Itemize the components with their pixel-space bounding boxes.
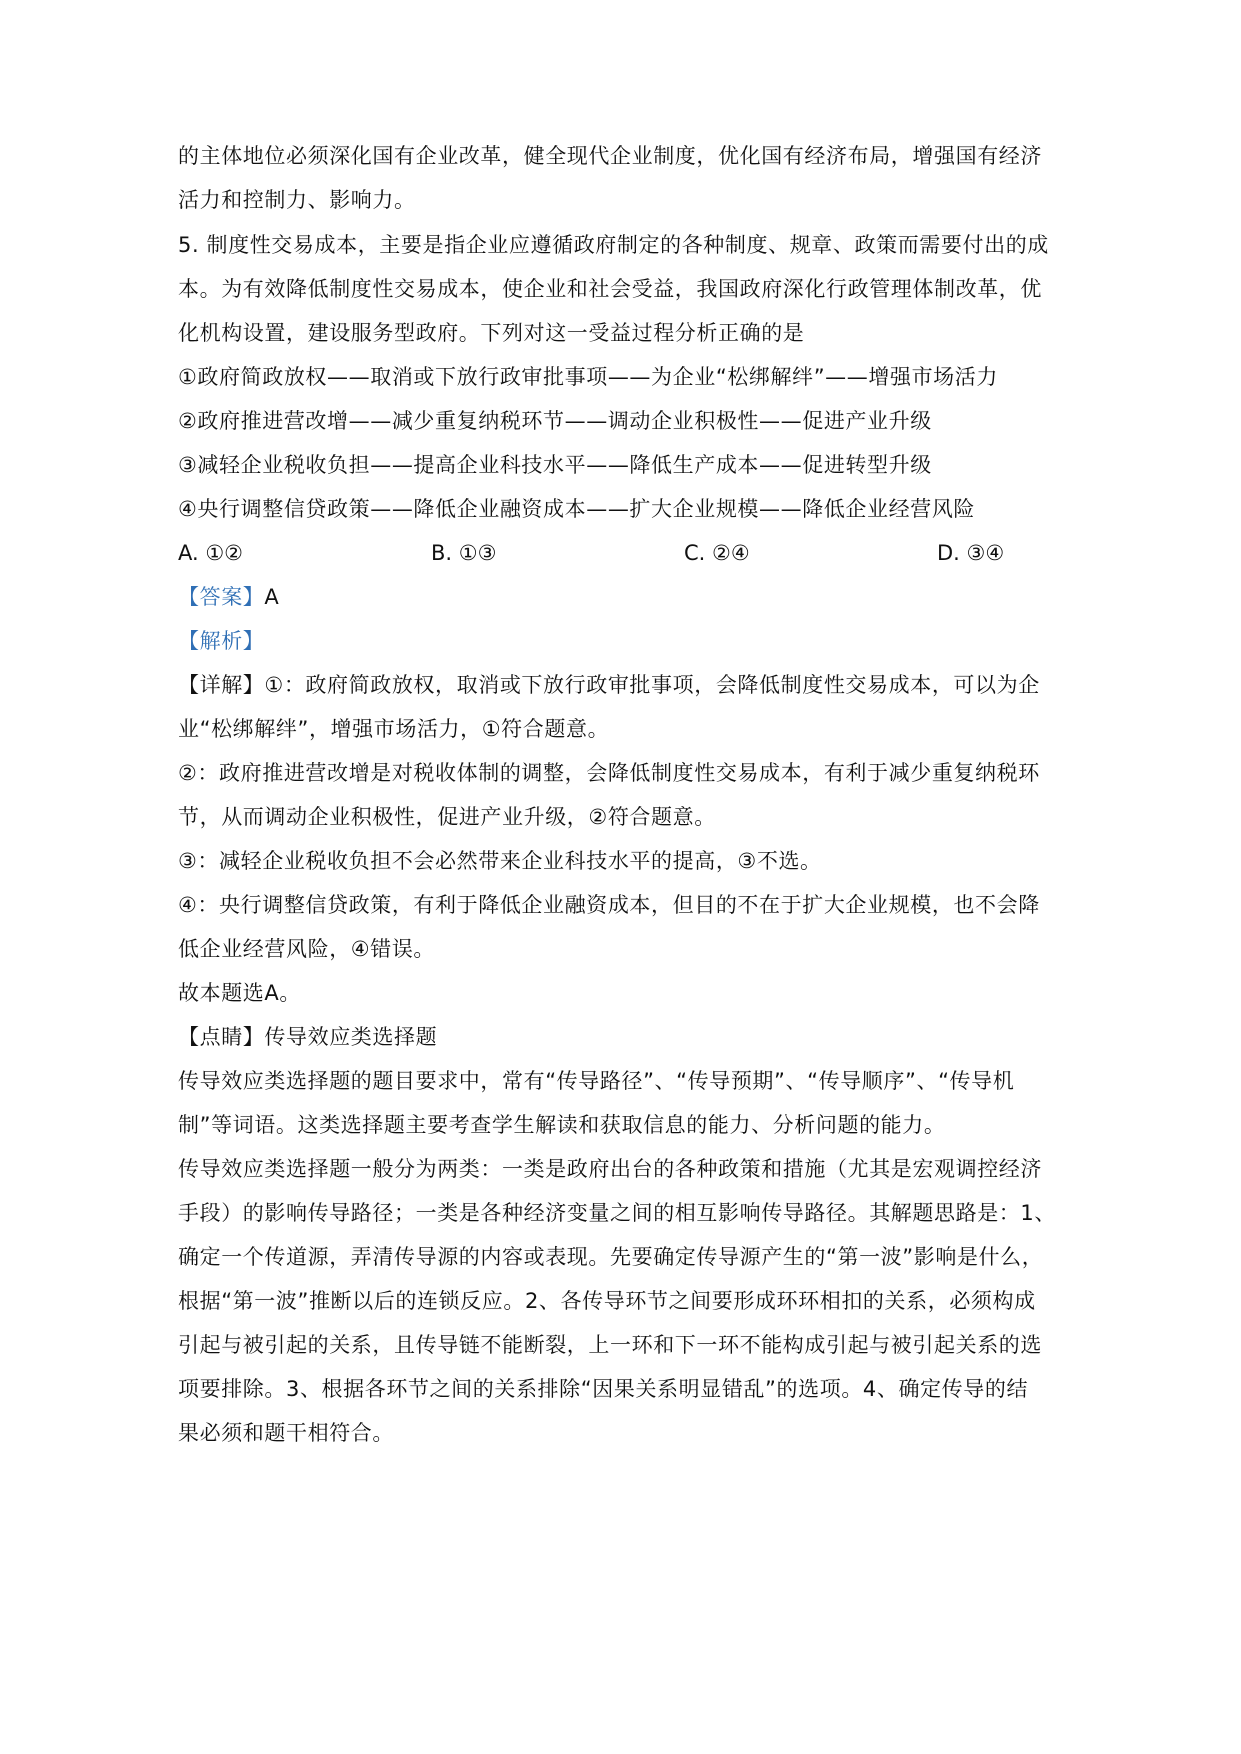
answer-line [178, 583, 1078, 611]
tip-line: 传导效应类选择题一般分为两类：一类是政府出台的各种政策和措施（尤其是宏观调控经济 [178, 1157, 1042, 1181]
detail-line: ④：央行调整信贷政策，有利于降低企业融资成本，但目的不在于扩大企业规模，也不会降 [178, 893, 1040, 917]
detail-line: ③：减轻企业税收负担不会必然带来企业科技水平的提高，③不选。 [178, 849, 822, 873]
tip-line: 手段）的影响传导路径；一类是各种经济变量之间的相互影响传导路径。其解题思路是：1、 [178, 1201, 1056, 1225]
tip-tag: 【点睛】 [178, 1025, 265, 1049]
conclusion-line: 故本题选A。 [178, 981, 301, 1005]
detail-line [178, 671, 1078, 699]
analysis-line [178, 627, 1078, 655]
tip-heading [178, 1023, 1078, 1051]
tip-title: 传导效应类选择题 [264, 1025, 438, 1049]
analysis-tag: 【解析】 [178, 629, 265, 653]
detail-line: 低企业经营风险，④错误。 [178, 937, 436, 961]
choice-d: D. ③④ [937, 541, 1005, 565]
choice-a: A. ①② [178, 541, 243, 565]
tip-line: 引起与被引起的关系，且传导链不能断裂，上一环和下一环不能构成引起与被引起关系的选 [178, 1333, 1042, 1357]
paragraph-line: 的主体地位必须深化国有企业改革，健全现代企业制度，优化国有经济布局，增强国有经济 [178, 144, 1042, 168]
answer-choices [178, 539, 1078, 567]
choice-b: B. ①③ [431, 541, 497, 565]
tip-line: 果必须和题干相符合。 [178, 1421, 394, 1445]
tip-line: 根据“第一波”推断以后的连锁反应。2、各传导环节之间要形成环环相扣的关系，必须构成 [178, 1289, 1036, 1313]
statement-1: ①政府简政放权——取消或下放行政审批事项——为企业“松绑解绊”——增强市场活力 [178, 365, 998, 389]
statement-2: ②政府推进营改增——减少重复纳税环节——调动企业积极性——促进产业升级 [178, 409, 932, 433]
paragraph-line: 活力和控制力、影响力。 [178, 188, 416, 212]
detail-text: ①：政府简政放权，取消或下放行政审批事项，会降低制度性交易成本，可以为企 [264, 673, 1040, 697]
tip-line: 传导效应类选择题的题目要求中，常有“传导路径”、“传导预期”、“传导顺序”、“传导机 [178, 1069, 1015, 1093]
tip-line: 项要排除。3、根据各环节之间的关系排除“因果关系明显错乱”的选项。4、确定传导的结 [178, 1377, 1029, 1401]
question-stem-line: 5. 制度性交易成本，主要是指企业应遵循政府制定的各种制度、规章、政策而需要付出的成 [178, 233, 1049, 257]
question-stem-line: 化机构设置，建设服务型政府。下列对这一受益过程分析正确的是 [178, 321, 805, 345]
answer-tag: 【答案】 [178, 585, 265, 609]
detail-line: ②：政府推进营改增是对税收体制的调整，会降低制度性交易成本，有利于减少重复纳税环 [178, 761, 1040, 785]
question-stem-line: 本。为有效降低制度性交易成本，使企业和社会受益，我国政府深化行政管理体制改革，优 [178, 277, 1042, 301]
detail-line: 节，从而调动企业积极性，促进产业升级，②符合题意。 [178, 805, 716, 829]
detail-tag: 【详解】 [178, 673, 265, 697]
answer-value: A [264, 585, 280, 609]
choice-c: C. ②④ [684, 541, 750, 565]
tip-line: 制”等词语。这类选择题主要考查学生解读和获取信息的能力、分析问题的能力。 [178, 1113, 946, 1137]
detail-line: 业“松绑解绊”，增强市场活力，①符合题意。 [178, 717, 610, 741]
tip-line: 确定一个传道源，弄清传导源的内容或表现。先要确定传导源产生的“第一波”影响是什么， [178, 1245, 1044, 1269]
statement-4: ④央行调整信贷政策——降低企业融资成本——扩大企业规模——降低企业经营风险 [178, 497, 976, 521]
statement-3: ③减轻企业税收负担——提高企业科技水平——降低生产成本——促进转型升级 [178, 453, 932, 477]
